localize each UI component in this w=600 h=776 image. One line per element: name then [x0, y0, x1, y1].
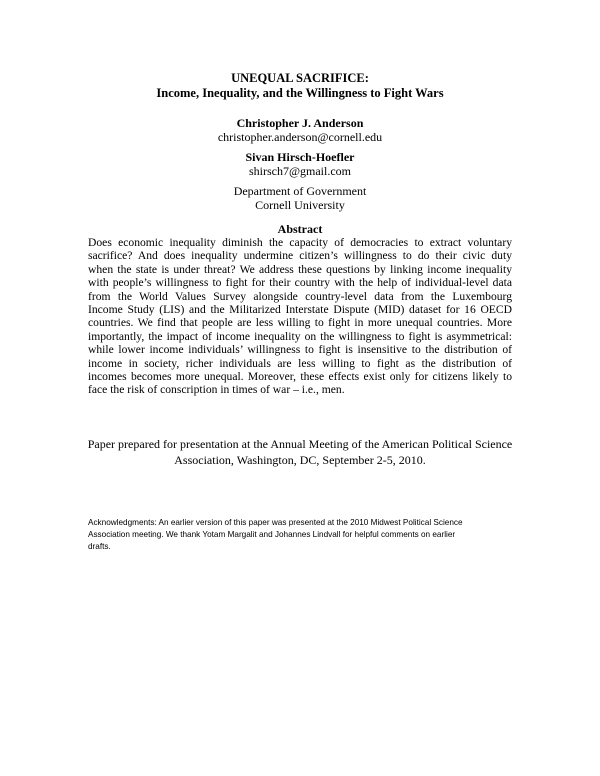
abstract-line: when the state is under threat? We address these questions by linking income inequality: [88, 262, 512, 276]
abstract-line: sacrifice? And does inequality undermine citizen’s willingness to do their civic duty: [88, 249, 512, 263]
author-name-2: Sivan Hirsch-Hoefler: [245, 150, 355, 164]
abstract-heading: Abstract: [277, 222, 323, 236]
abstract-line: income in society, richer individuals are less willing to fight as the distribution of: [88, 356, 512, 370]
abstract-line: Income Study (LIS) and the Militarized Interstate Dispute (MID) dataset for 16 OECD: [88, 303, 512, 317]
abstract-line: importantly, the impact of income inequality on the willingness to fight is asymmetrical:: [88, 329, 512, 343]
abstract-line: from the World Values Survey alongside country-level data from the Luxembourg: [88, 289, 512, 303]
affiliation-university: Cornell University: [255, 198, 345, 212]
affiliation-department: Department of Government: [233, 184, 367, 198]
abstract-line: countries. We find that people are less willing to fight in more unequal countries. More: [88, 316, 512, 330]
abstract-line: with people’s willingness to fight for their country with the help of individual-level data: [88, 276, 512, 290]
acknowledgments-line: Association meeting. We thank Yotam Margalit and Johannes Lindvall for helpful comments on earlier: [88, 530, 456, 539]
author-email-1: christopher.anderson@cornell.edu: [217, 130, 383, 144]
author-email-2: shirsch7@gmail.com: [248, 164, 352, 178]
presentation-note-line-2: Association, Washington, DC, September 2-5, 2010.: [174, 453, 426, 467]
acknowledgments-line: drafts.: [88, 542, 111, 551]
paper-title-line-2: Income, Inequality, and the Willingness to Fight Wars: [156, 86, 444, 100]
acknowledgments-line: Acknowledgments: An earlier version of this paper was presented at the 2010 Midwest Political Science: [88, 518, 463, 527]
abstract-line: while lower income individuals’ willingness to fight is insensitive to the distribution of: [88, 343, 512, 357]
presentation-note-line-1: Paper prepared for presentation at the Annual Meeting of the American Political Science: [87, 437, 513, 451]
abstract-line: face the risk of conscription in times of war – i.e., men.: [88, 383, 345, 397]
abstract-line: incomes becomes more unequal. Moreover, these effects exist only for citizens likely to: [88, 370, 512, 384]
abstract-body: [88, 236, 512, 397]
author-name-1: Christopher J. Anderson: [236, 116, 364, 130]
paper-title-line-1: UNEQUAL SACRIFICE:: [231, 71, 369, 85]
acknowledgments: [88, 517, 518, 553]
abstract-line: Does economic inequality diminish the capacity of democracies to extract voluntary: [88, 236, 512, 249]
